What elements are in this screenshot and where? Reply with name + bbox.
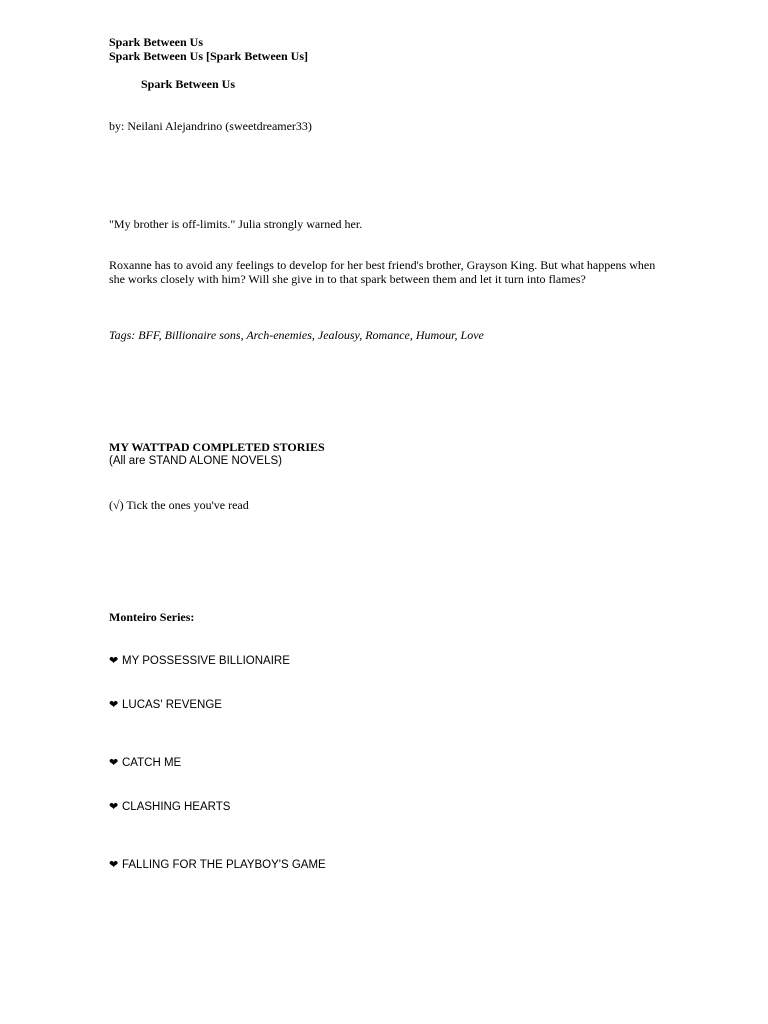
heart-icon: ❤ [109,654,119,667]
book-title: CATCH ME [122,757,182,769]
heart-icon: ❤ [109,698,119,711]
quote: "My brother is off-limits." Julia strongly warned her. [109,217,363,231]
heart-icon: ❤ [109,858,119,871]
heart-icon: ❤ [109,756,119,769]
title-line-1: Spark Between Us [109,35,204,49]
completed-stories-heading: MY WATTPAD COMPLETED STORIES [109,440,325,454]
blurb: Roxanne has to avoid any feelings to develop for her best friend's brother, Grayson King. But what happens when she works closely with him? Will she give in to that spark between them and let it turn into flames? [109,258,656,286]
completed-stories-subheading: (All are STAND ALONE NOVELS) [109,455,282,467]
book-title: FALLING FOR THE PLAYBOY'S GAME [122,859,326,871]
book-title: CLASHING HEARTS [122,801,231,813]
book-item [109,756,181,770]
story-heading: Spark Between Us [141,77,236,91]
book-item [109,654,290,668]
series-title: Monteiro Series: [109,610,195,624]
tags: Tags: BFF, Billionaire sons, Arch-enemies, Jealousy, Romance, Humour, Love [109,328,484,342]
heart-icon: ❤ [109,800,119,813]
book-title: MY POSSESSIVE BILLIONAIRE [122,655,290,667]
book-item [109,698,222,712]
title-line-2: Spark Between Us [Spark Between Us] [109,49,308,63]
tick-note: (√) Tick the ones you've read [109,498,249,512]
book-item [109,858,326,872]
byline: by: Neilani Alejandrino (sweetdreamer33) [109,119,312,133]
book-title: LUCAS' REVENGE [122,699,222,711]
book-item [109,800,230,814]
